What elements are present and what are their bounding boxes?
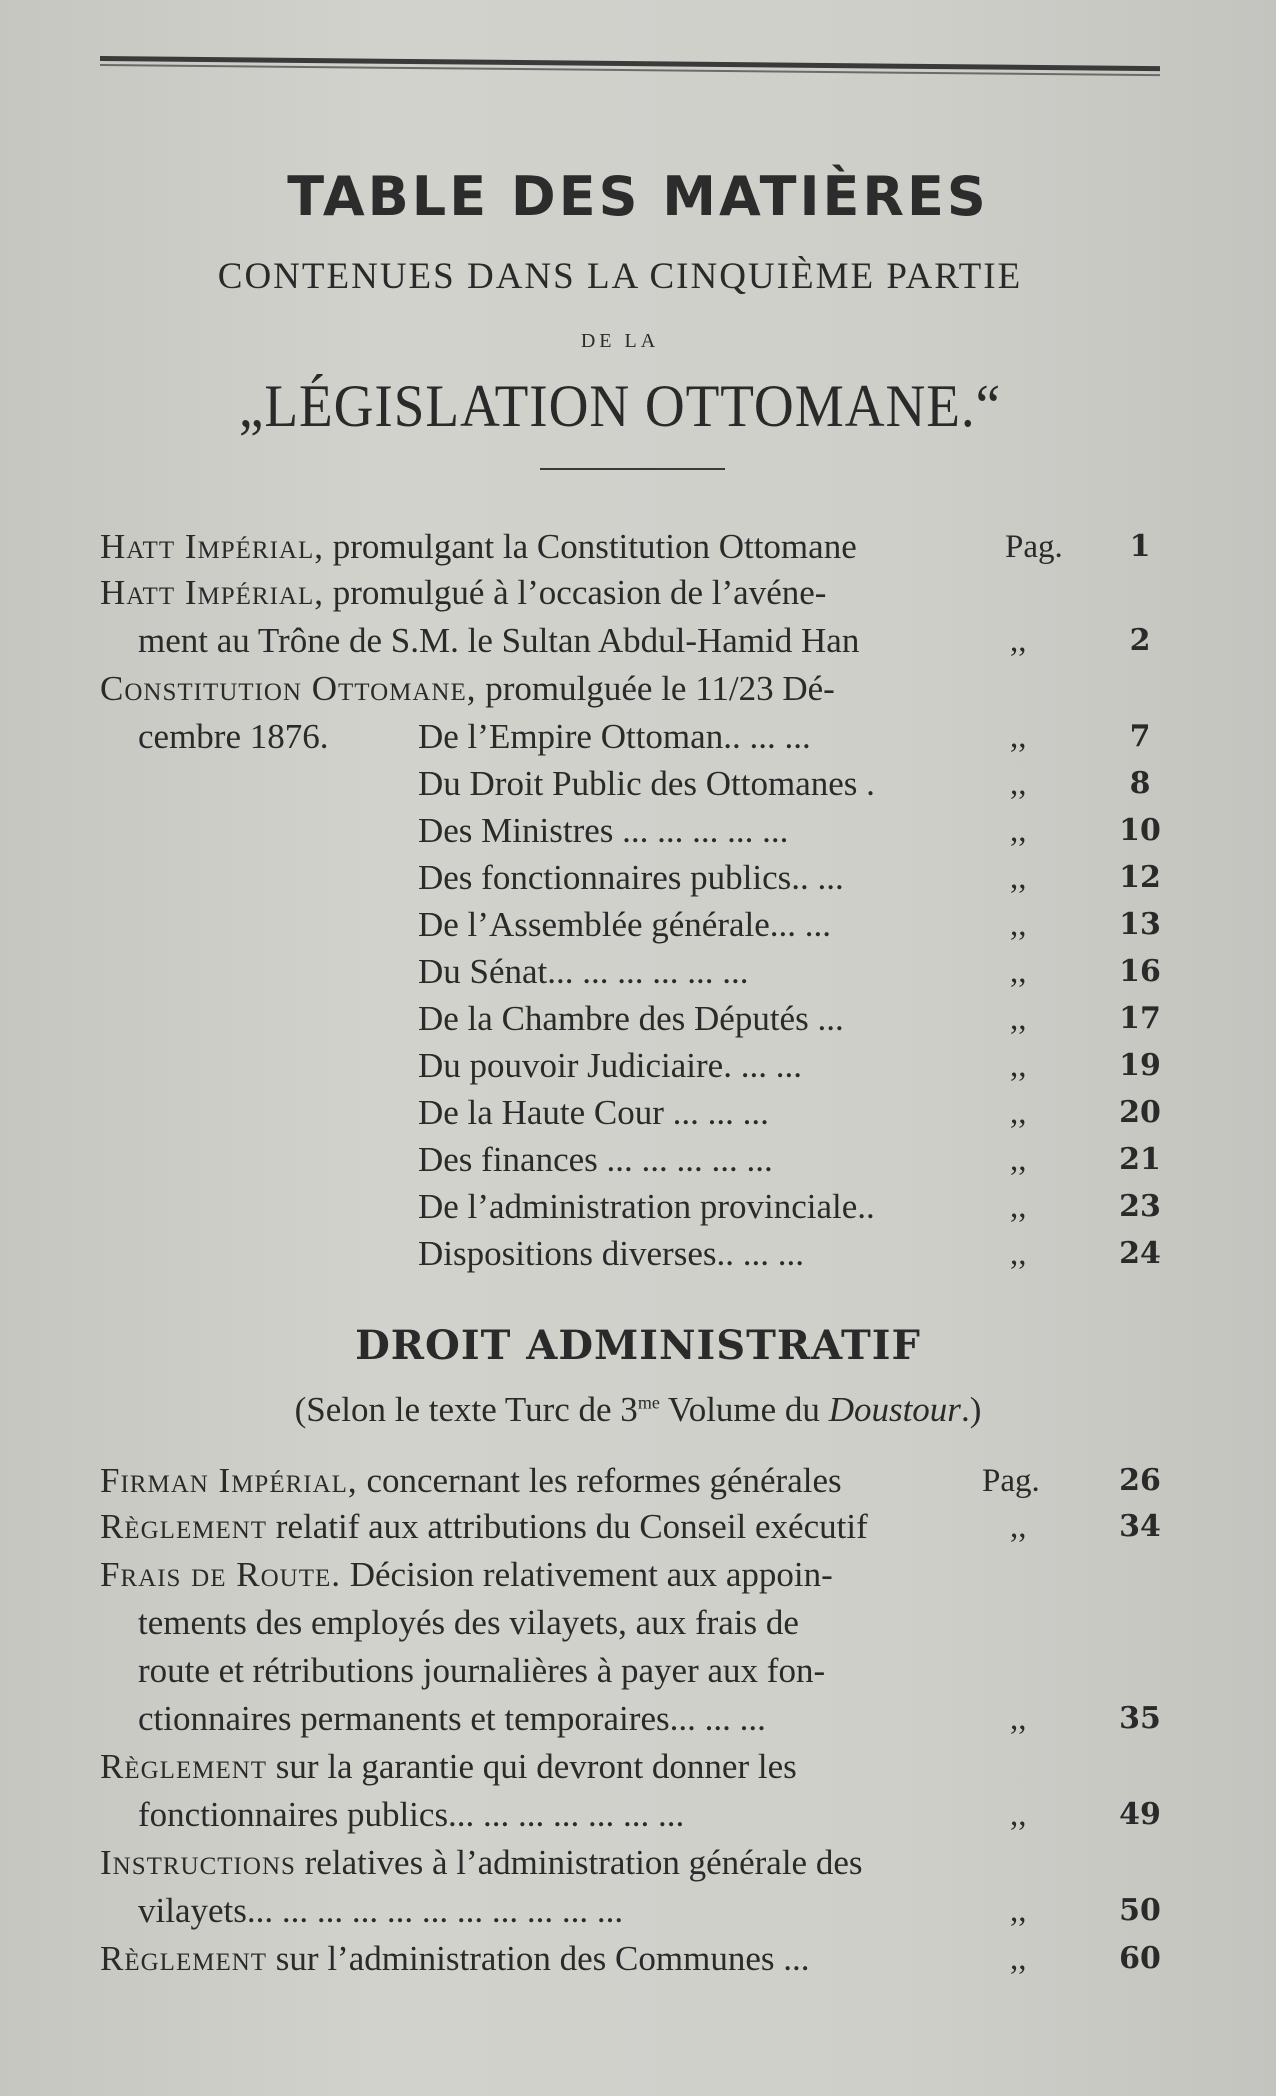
page-number: 20 [1119,1095,1161,1130]
chapter-label: Des fonctionnaires publics.. ... [418,858,844,897]
entry-head: Règlement [100,1939,268,1978]
toc-entry-hatt-2 [100,570,826,616]
entry-text: Décision relativement aux appoin- [349,1555,833,1594]
entry-head: Règlement [100,1747,268,1786]
subtitle-italic: Doustour [828,1390,961,1429]
pag-label: Pag. [982,1463,1040,1499]
page-number: 8 [1129,766,1151,801]
toc-entry-continuation: cembre 1876. [138,717,329,756]
toc-entry-continuation: vilayets... ... ... ... ... ... ... ... ... ... ... [138,1891,624,1930]
chapter-label: Du pouvoir Judiciaire. ... ... [418,1046,802,1085]
page-number: 2 [1129,623,1151,658]
ditto-mark: ,, [1010,1001,1027,1037]
page-number: 17 [1119,1001,1161,1036]
pag-label: Pag. [1005,529,1063,565]
entry-head: Firman Impérial, [100,1461,358,1500]
page-number: 13 [1119,907,1161,942]
toc-entry-continuation: route et rétributions journalières à payer aux fon- [138,1651,826,1690]
entry-head: Règlement [100,1507,268,1546]
page-number: 24 [1119,1236,1161,1271]
chapter-label: De l’administration provinciale.. [418,1187,875,1226]
ditto-mark: ,, [1010,719,1027,755]
entry-text: promulguée le 11/23 Dé- [485,669,835,708]
ditto-mark: ,, [1010,907,1027,943]
page-number: 50 [1119,1893,1161,1928]
page-number: 34 [1119,1509,1161,1544]
entry-text: sur la garantie qui devront donner les [275,1747,797,1786]
entry-text: concernant les reformes générales [366,1461,842,1500]
subtitle-text: .) [960,1390,982,1429]
toc-entry-continuation: ctionnaires permanents et temporaires... ... ... [138,1699,766,1738]
chapter-label: De l’Empire Ottoman.. ... ... [418,717,811,756]
page-number: 35 [1119,1701,1161,1736]
ditto-mark: ,, [1010,1095,1027,1131]
entry-text: promulgué à l’occasion de l’avéne- [332,573,827,612]
page-number: 12 [1119,860,1161,895]
page-number: 19 [1119,1048,1161,1083]
ditto-mark: ,, [1010,1048,1027,1084]
top-rule [100,56,1160,71]
page-number: 49 [1119,1797,1161,1832]
entry-text: sur l’administration des Communes ... [275,1939,810,1978]
page-number: 16 [1119,954,1161,989]
page-title: TABLE DES MATIÈRES [287,165,989,228]
chapter-label: Des Ministres ... ... ... ... ... [418,811,789,850]
chapter-label: Des finances ... ... ... ... ... [418,1140,773,1179]
entry-head: Frais de Route. [100,1555,341,1594]
ditto-mark: ,, [1010,1509,1027,1545]
chapter-label: De l’Assemblée générale... ... [418,905,832,944]
page-number: 1 [1129,529,1151,564]
page-number: 7 [1129,719,1151,754]
toc-entry-reglement-garantie [100,1744,797,1790]
ditto-mark: ,, [1010,1142,1027,1178]
entry-head: Hatt Impérial, [100,573,324,612]
toc-entry-reglement-conseil [100,1504,868,1550]
toc-entry-continuation: ment au Trône de S.M. le Sultan Abdul-Hamid Han [138,621,860,660]
toc-entry-firman [100,1458,842,1504]
subtitle-text: (Selon le texte Turc de 3 [294,1390,638,1429]
ditto-mark: ,, [1010,954,1027,990]
ditto-mark: ,, [1010,1797,1027,1833]
entry-text: relatif aux attributions du Conseil exécutif [275,1507,868,1546]
toc-entry-frais-route [100,1552,833,1598]
ditto-mark: ,, [1010,1893,1027,1929]
chapter-label: De la Chambre des Députés ... [418,999,844,1038]
toc-entry-continuation: tements des employés des vilayets, aux frais de [138,1603,799,1642]
toc-entry-constitution [100,666,835,712]
ditto-mark: ,, [1010,860,1027,896]
chapter-label: Du Droit Public des Ottomanes . [418,764,875,803]
entry-head: Constitution Ottomane, [100,669,477,708]
entry-text: relatives à l’administration générale des [304,1843,863,1882]
section-title: DROIT ADMINISTRATIF [355,1322,921,1369]
entry-text: promulgant la Constitution Ottomane [332,527,857,566]
toc-entry-instructions [100,1840,863,1886]
page-number: 60 [1119,1941,1161,1976]
ditto-mark: ,, [1010,1189,1027,1225]
page-number: 21 [1119,1142,1161,1177]
ditto-mark: ,, [1010,623,1027,659]
subtitle-text: Volume du [659,1390,829,1429]
ditto-mark: ,, [1010,1236,1027,1272]
toc-entry-continuation: fonctionnaires publics... ... ... ... ... ... ... [138,1795,685,1834]
ditto-mark: ,, [1010,1941,1027,1977]
chapter-label: Du Sénat... ... ... ... ... ... [418,952,749,991]
section-subtitle [0,1390,1276,1430]
entry-head: Instructions [100,1843,296,1882]
ditto-mark: ,, [1010,813,1027,849]
page-subtitle: CONTENUES DANS LA CINQUIÈME PARTIE [217,256,1023,297]
subtitle-sup: me [637,1392,660,1413]
legislation-title: „LÉGISLATION OTTOMANE.“ [238,373,1002,439]
page-number: 10 [1119,813,1161,848]
entry-head: Hatt Impérial, [100,527,324,566]
chapter-label: De la Haute Cour ... ... ... [418,1093,769,1132]
de-la-label: DE LA [580,330,660,352]
toc-entry-reglement-communes [100,1936,810,1982]
ditto-mark: ,, [1010,766,1027,802]
toc-entry-hatt-1 [100,524,857,570]
title-divider [540,468,725,470]
page-number: 23 [1119,1189,1161,1224]
page-number: 26 [1119,1463,1161,1498]
chapter-label: Dispositions diverses.. ... ... [418,1234,804,1273]
ditto-mark: ,, [1010,1701,1027,1737]
